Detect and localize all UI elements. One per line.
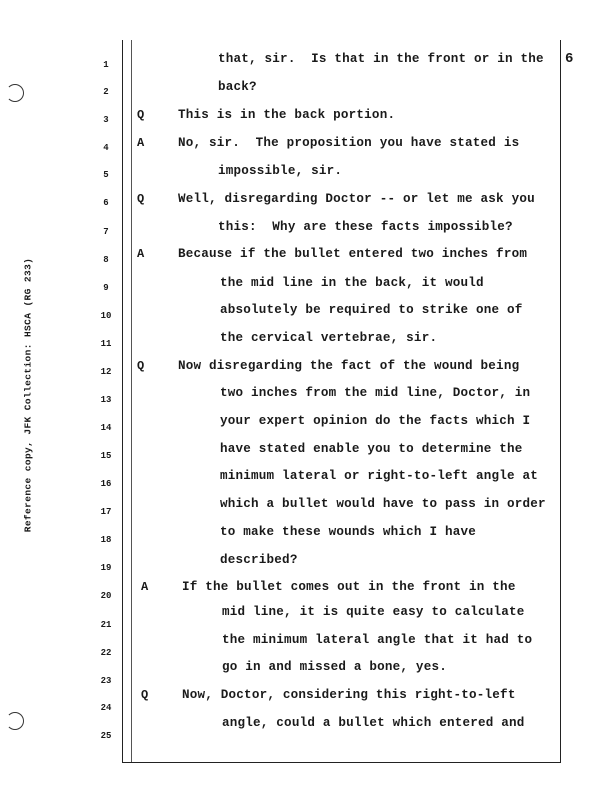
line-number: 7 xyxy=(103,227,109,237)
line-number: 21 xyxy=(100,620,112,630)
line-number: 11 xyxy=(100,339,112,349)
line-number: 24 xyxy=(100,703,112,713)
line-number: 2 xyxy=(103,87,109,97)
line-number: 23 xyxy=(100,676,112,686)
transcript-line: Now disregarding the fact of the wound being xyxy=(178,359,520,373)
transcript-line: described? xyxy=(220,553,298,567)
speaker-marker: Q xyxy=(137,108,145,122)
transcript-line: If the bullet comes out in the front in the xyxy=(182,580,516,594)
line-number: 12 xyxy=(100,367,112,377)
line-number: 14 xyxy=(100,423,112,433)
speaker-marker: Q xyxy=(137,359,145,373)
line-number: 5 xyxy=(103,170,109,180)
line-number: 13 xyxy=(100,395,112,405)
transcript-line: the mid line in the back, it would xyxy=(220,276,484,290)
transcript-line: back? xyxy=(218,80,257,94)
transcript-line: Now, Doctor, considering this right-to-left xyxy=(182,688,516,702)
transcript-line: absolutely be required to strike one of xyxy=(220,303,523,317)
transcript-line: your expert opinion do the facts which I xyxy=(220,414,531,428)
transcript-line: minimum lateral or right-to-left angle at xyxy=(220,469,539,483)
line-number: 9 xyxy=(103,283,109,293)
line-number: 1 xyxy=(103,60,109,70)
transcript-line: which a bullet would have to pass in order xyxy=(220,497,546,511)
transcript-line: two inches from the mid line, Doctor, in xyxy=(220,386,531,400)
line-number: 19 xyxy=(100,563,112,573)
line-number: 17 xyxy=(100,507,112,517)
transcript-line: this: Why are these facts impossible? xyxy=(218,220,513,234)
transcript-line: have stated enable you to determine the xyxy=(220,442,523,456)
speaker-marker: Q xyxy=(141,688,149,702)
transcript-line: Well, disregarding Doctor -- or let me ask you xyxy=(178,192,535,206)
speaker-marker: A xyxy=(141,580,149,594)
line-number: 25 xyxy=(100,731,112,741)
punch-hole-bottom xyxy=(6,712,24,730)
side-note-text: Reference copy, JFK Collection: HSCA (RG 233) xyxy=(22,257,34,533)
line-number: 16 xyxy=(100,479,112,489)
margin-rule xyxy=(131,40,132,762)
punch-hole-top xyxy=(6,84,24,102)
line-number: 4 xyxy=(103,143,109,153)
transcript-line: impossible, sir. xyxy=(218,164,343,178)
transcript-line: the cervical vertebrae, sir. xyxy=(220,331,438,345)
transcript-line: to make these wounds which I have xyxy=(220,525,476,539)
transcript-line: mid line, it is quite easy to calculate xyxy=(222,605,525,619)
line-number: 20 xyxy=(100,591,112,601)
speaker-marker: A xyxy=(137,247,145,261)
speaker-marker: A xyxy=(137,136,145,150)
line-number: 3 xyxy=(103,115,109,125)
line-number: 8 xyxy=(103,255,109,265)
speaker-marker: Q xyxy=(137,192,145,206)
transcript-line: No, sir. The proposition you have stated is xyxy=(178,136,520,150)
line-number: 22 xyxy=(100,648,112,658)
transcript-line: the minimum lateral angle that it had to xyxy=(222,633,533,647)
transcript-line: angle, could a bullet which entered and xyxy=(222,716,525,730)
transcript-line: Because if the bullet entered two inches from xyxy=(178,247,528,261)
line-number: 6 xyxy=(103,198,109,208)
line-number: 15 xyxy=(100,451,112,461)
transcript-line: that, sir. Is that in the front or in the xyxy=(218,52,544,66)
line-number: 18 xyxy=(100,535,112,545)
transcript-line: go in and missed a bone, yes. xyxy=(222,660,447,674)
line-number: 10 xyxy=(100,311,112,321)
transcript-line: This is in the back portion. xyxy=(178,108,396,122)
page-number: 6 xyxy=(565,51,574,67)
